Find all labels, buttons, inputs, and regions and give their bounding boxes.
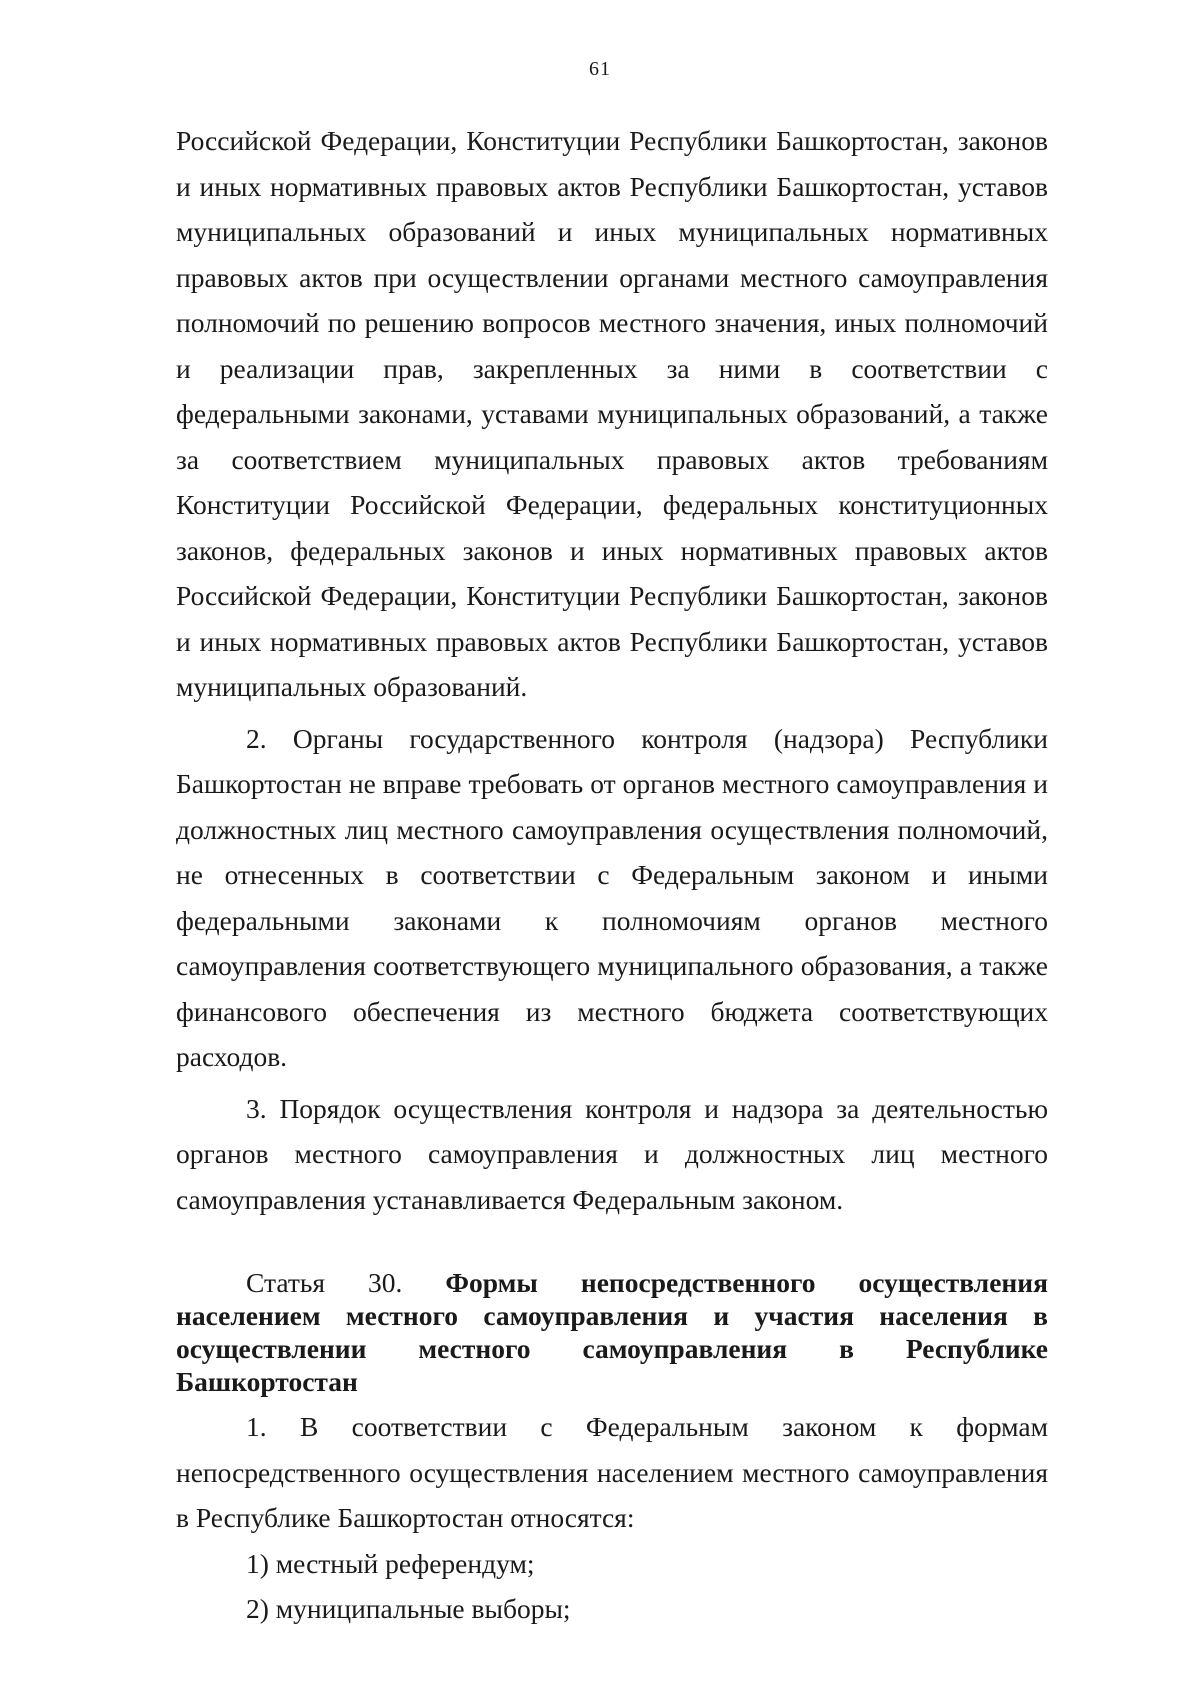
article-heading [176,1266,1048,1398]
paragraph-item-3: 3. Порядок осуществления контроля и надзора за деятельностью органов местного самоуправления и должностных лиц местного самоуправления устанавливается Федеральным законом. [176,1092,1048,1215]
article-label: Статья 30. [246,1267,403,1298]
list-item: 2) муниципальные выборы; [246,1593,571,1624]
list-item: 1) местный референдум; [246,1547,535,1579]
article-title: Формы непосредственного осуществления населением местного самоуправления и участия населения в осуществлении местного самоуправления в Республике Башкортостан [176,1267,1049,1397]
paragraph-continuation: Российской Федерации, Конституции Республики Башкортостан, законов и иных нормативных правовых актов Республики Башкортостан, уставов муниципальных образований и иных муниципальных нормативных правовых актов при осуществлении органами местного самоуправления полномочий по решению вопросов местного значения, иных полномочий и реализации прав, закрепленных за ними в соответствии с федеральными законами, уставами муниципальных образований, а также за соответствием муниципальных правовых актов требованиям Конституции Российской Федерации, федеральных конституционных законов, федеральных законов и иных нормативных правовых актов Российской Федерации, Конституции Республики Башкортостан, законов и иных нормативных правовых актов Республики Башкортостан, уставов муниципальных образований. [176,125,1048,702]
document-body [176,118,1048,1632]
page-number: 61 [589,58,611,80]
article-paragraph-item-1: 1. В соответствии с Федеральным законом к формам непосредственного осуществления населением местного самоуправления в Республике Башкортостан относятся: [176,1411,1048,1533]
paragraph-item-2: 2. Органы государственного контроля (надзора) Республики Башкортостан не вправе требовать от органов местного самоуправления и должностных лиц местного самоуправления осуществления полномочий, не отнесенных в соответствии с Федеральным законом и иными федеральными законами к полномочиям органов местного самоуправления соответствующего муниципального образования, а также финансового обеспечения из местного бюджета соответствующих расходов. [176,722,1048,1072]
